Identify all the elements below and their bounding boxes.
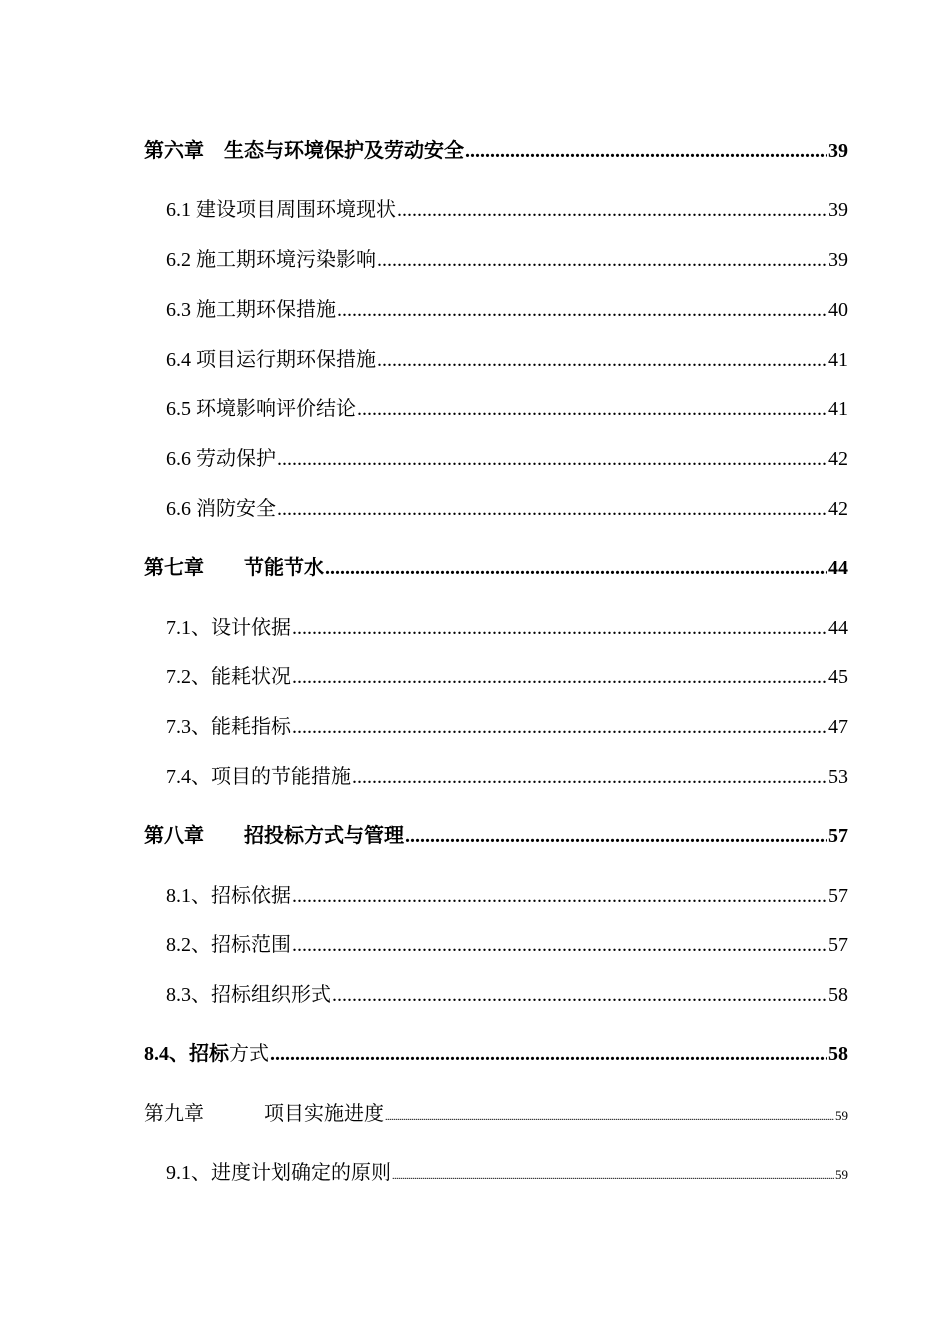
toc-entry-page: 44 [828, 557, 848, 579]
toc-entry-label: 第七章 节能节水 [144, 557, 324, 579]
toc-entry-8-3[interactable] [166, 981, 848, 1009]
toc-entry-page: 39 [828, 199, 848, 221]
toc-entry-8-4[interactable] [144, 1040, 848, 1068]
toc-leader [337, 296, 827, 324]
toc-entry-page: 42 [828, 448, 848, 470]
toc-leader [377, 346, 827, 374]
toc-entry-6-1[interactable] [166, 196, 848, 224]
toc-leader [332, 981, 827, 1009]
toc-leader [325, 554, 827, 582]
toc-entry-6-6-labor[interactable] [166, 445, 848, 473]
toc-entry-7-1[interactable] [166, 614, 848, 642]
toc-entry-8-1[interactable] [166, 882, 848, 910]
toc-entry-page: 47 [828, 716, 848, 738]
toc-entry-label: 6.6 劳动保护 [166, 448, 276, 470]
toc-entry-7-3[interactable] [166, 713, 848, 741]
toc-entry-page: 58 [828, 1043, 848, 1065]
toc-leader [292, 614, 827, 642]
toc-entry-page: 59 [835, 1108, 848, 1123]
toc-leader [352, 763, 827, 791]
toc-leader [270, 1040, 827, 1068]
toc-entry-label: 7.3、能耗指标 [166, 716, 291, 738]
toc-leader [357, 395, 827, 423]
toc-entry-label: 7.2、能耗状况 [166, 666, 291, 688]
toc-leader [277, 445, 827, 473]
toc-leader [392, 1163, 834, 1191]
toc-entry-label: 8.3、招标组织形式 [166, 984, 331, 1006]
toc-entry-page: 57 [828, 885, 848, 907]
toc-entry-8-2[interactable] [166, 931, 848, 959]
toc-entry-label: 6.5 环境影响评价结论 [166, 398, 356, 420]
toc-entry-page: 59 [835, 1167, 848, 1182]
toc-entry-chapter-6[interactable] [144, 137, 848, 165]
toc-entry-page: 45 [828, 666, 848, 688]
toc-entry-label: 6.1 建设项目周围环境现状 [166, 199, 396, 221]
toc-entry-label: 6.2 施工期环境污染影响 [166, 249, 376, 271]
toc-entry-label-tail: 方式 [229, 1043, 269, 1065]
toc-entry-label: 6.4 项目运行期环保措施 [166, 349, 376, 371]
toc-entry-page: 42 [828, 498, 848, 520]
toc-entry-label-bold: 8.4、招标 [144, 1043, 229, 1065]
toc-entry-page: 39 [828, 249, 848, 271]
toc-entry-page: 53 [828, 766, 848, 788]
toc-entry-chapter-9[interactable] [144, 1100, 848, 1132]
toc-leader [292, 931, 827, 959]
toc-entry-page: 44 [828, 617, 848, 639]
toc-leader [385, 1104, 834, 1132]
toc-entry-label: 7.4、项目的节能措施 [166, 766, 351, 788]
toc-entry-chapter-8[interactable] [144, 822, 848, 850]
toc-entry-page: 57 [828, 934, 848, 956]
toc-entry-6-2[interactable] [166, 246, 848, 274]
toc-leader [292, 882, 827, 910]
toc-entry-page: 40 [828, 299, 848, 321]
toc-leader [397, 196, 827, 224]
toc-entry-label: 6.3 施工期环保措施 [166, 299, 336, 321]
toc-entry-label: 第八章 招投标方式与管理 [144, 825, 404, 847]
toc-entry-page: 39 [828, 140, 848, 162]
toc-entry-6-5[interactable] [166, 395, 848, 423]
toc-leader [405, 822, 827, 850]
toc-entry-6-6-fire[interactable] [166, 495, 848, 523]
toc-leader [277, 495, 827, 523]
toc-entry-6-4[interactable] [166, 346, 848, 374]
toc-entry-page: 57 [828, 825, 848, 847]
toc-entry-label: 第六章 生态与环境保护及劳动安全 [144, 140, 464, 162]
toc-leader [292, 713, 827, 741]
toc-entry-label: 第九章 项目实施进度 [144, 1103, 384, 1125]
toc-leader [292, 663, 827, 691]
toc-entry-label [144, 1040, 269, 1068]
toc-entry-7-2[interactable] [166, 663, 848, 691]
toc-entry-7-4[interactable] [166, 763, 848, 791]
toc-entry-chapter-7[interactable] [144, 554, 848, 582]
toc-entry-6-3[interactable] [166, 296, 848, 324]
toc-entry-label: 8.2、招标范围 [166, 934, 291, 956]
toc-entry-9-1[interactable] [166, 1159, 848, 1191]
toc-entry-page: 41 [828, 349, 848, 371]
toc-entry-page: 41 [828, 398, 848, 420]
toc-leader [377, 246, 827, 274]
toc-entry-label: 9.1、进度计划确定的原则 [166, 1162, 391, 1184]
toc-entry-label: 6.6 消防安全 [166, 498, 276, 520]
toc-entry-page: 58 [828, 984, 848, 1006]
toc-entry-label: 7.1、设计依据 [166, 617, 291, 639]
toc-leader [465, 137, 827, 165]
toc-entry-label: 8.1、招标依据 [166, 885, 291, 907]
